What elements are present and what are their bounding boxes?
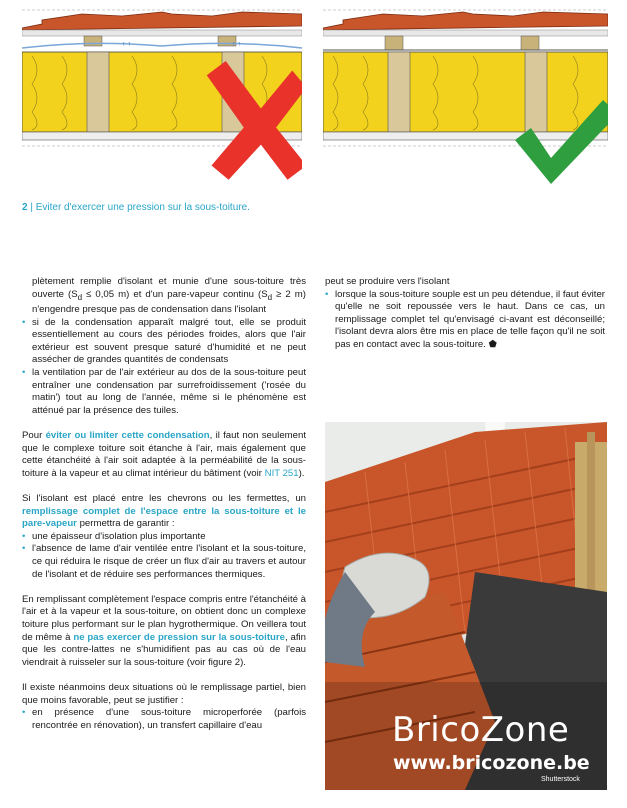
intro-line: ≤ 0,05 m) et d'un pare-vapeur continu [82, 288, 254, 300]
watermark-brand: BricoZone [392, 710, 570, 750]
list-item: • la ventilation par de l'air extérieur au dos de la sous-toiture peut entraîner une condensation par surrefroidissement ('rosée du matin') tout au long de l'année, même si le phénomène est atténué par la présence des tuiles. [22, 367, 306, 417]
intro-line: très ouverte (S [32, 276, 306, 300]
list-item: • en présence d'une sous-toiture microperforée (parfois rencontrée en rénovation), un transfert capillaire d'eau [22, 707, 306, 732]
text: permettra de garantir : [76, 518, 175, 530]
intro-bullet-continuation [22, 276, 306, 317]
watermark-url: www.bricozone.be [393, 752, 590, 774]
svg-text:↑ ↑: ↑ ↑ [232, 41, 241, 48]
list-item: • une épaisseur d'isolation plus importante [22, 531, 306, 544]
text: lorsque la sous-toiture souple est un peu détendue, il faut éviter qu'elle ne soit repoussée vers le haut. Dans ce cas, un remplissage complet tel qu'envisagé ci-avant est déconseillé; l'isolant devra alors être mis en place de telle façon qu'il ne soit pas en contact avec la sous-toiture. [335, 288, 605, 350]
list-item: • l'absence de lame d'air ventilée entre l'isolant et la sous-toiture, ce qui réduira le risque de créer un flux d'air au travers et autour de l'isolant et de réduire ses performances thermiques. [22, 543, 306, 581]
text: , il faut non seulement que le complexe toiture soit étanche à l'air, mais également que cette étanchéité à l'air soit adaptée à la perméabilité de la sous-toiture à la vapeur et au climat intérieur du bâtiment (voir [22, 430, 306, 479]
bullet-continuation: peut se produire vers l'isolant [325, 276, 450, 287]
list-item [325, 289, 605, 352]
paragraph-condensation [22, 430, 306, 480]
highlight-text: remplissage complet de l'espace entre la sous-toiture et le pare-vapeur [22, 505, 306, 530]
text: Pour [22, 430, 46, 442]
intro-line: ≥ 2 m) n'engendre presque pas de condensation [32, 288, 306, 316]
paragraph-exceptions: Il existe néanmoins deux situations où le remplissage partiel, bien que moins favorable, peut se justifier : [22, 681, 306, 706]
paragraph-performance [22, 594, 306, 670]
figure-caption-text: | Eviter d'exercer une pression sur la sous-toiture. [27, 202, 250, 213]
roof-section-figure-incorrect [22, 0, 302, 190]
roof-section-figure-correct [323, 0, 608, 190]
stock-credit: Shutterstock [541, 776, 580, 783]
intro-line: (S [258, 288, 268, 300]
subscript-d: d [77, 292, 83, 302]
highlight-text: ne pas exercer de pression sur la sous-toiture [73, 631, 285, 643]
intro-line: plètement remplie d'isolant et munie d'une sous-toiture [32, 276, 284, 287]
paragraph-remplissage [22, 493, 306, 531]
right-text-column [325, 276, 605, 352]
left-text-column [22, 276, 306, 732]
text: En remplissant complètement l'espace compris entre l'étanchéité à l'air et à la vapeur et la sous-toiture, on obtient donc un complexe toiture plus performant sur le plan hygrothermique. On veillera tout de même à [22, 593, 306, 643]
figure-number: 2 [22, 202, 28, 213]
text: , afin que les contre-lattes ne s'humidifient pas au cas où de l'eau viendrait à ruisseler sur la sous-toiture (voir figure 2). [22, 631, 306, 668]
nit-link[interactable]: NIT 251 [264, 467, 299, 479]
highlight-text: éviter ou limiter cette condensation [45, 430, 210, 442]
intro-line: dans l'isolant [210, 304, 267, 316]
end-of-article-mark: ⬟ [485, 338, 497, 350]
figure-caption [22, 202, 250, 213]
text: Si l'isolant est placé entre les chevrons ou les fermettes, un [22, 493, 306, 504]
list-item: • si de la condensation apparaît malgré tout, elle se produit essentiellement au cours des périodes froides, alors que l'air extérieur est souvent presque saturé d'humidité et ne peut assécher de grandes quantités de condensats [22, 317, 306, 367]
subscript-d: d [267, 292, 273, 302]
svg-text:↑ ↑: ↑ ↑ [122, 41, 131, 48]
text: ). [298, 467, 305, 479]
